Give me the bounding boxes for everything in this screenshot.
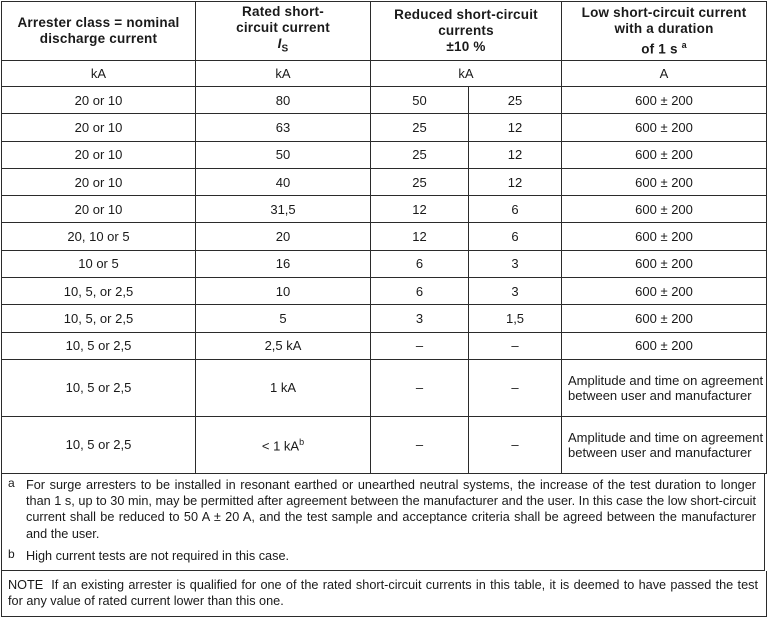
table-row xyxy=(2,168,767,195)
footnotes-section xyxy=(1,474,765,571)
header-row xyxy=(2,2,767,61)
cell-arrester-class: 20 or 10 xyxy=(2,168,196,195)
cell-rated: 20 xyxy=(196,223,371,250)
cell-arrester-class: 20 or 10 xyxy=(2,114,196,141)
cell-reduced-2: 3 xyxy=(469,250,562,277)
cell-low: 600 ± 200 xyxy=(562,87,767,114)
header-low-line3 xyxy=(562,37,766,58)
cell-rated: 1 kA xyxy=(196,359,371,416)
cell-rated: 63 xyxy=(196,114,371,141)
short-circuit-current-table xyxy=(1,1,767,474)
cell-reduced-1: 25 xyxy=(371,141,469,168)
cell-reduced-2: 12 xyxy=(469,114,562,141)
document-table-container xyxy=(1,1,766,617)
cell-low: 600 ± 200 xyxy=(562,141,767,168)
table-row xyxy=(2,416,767,473)
cell-reduced-1: 12 xyxy=(371,196,469,223)
table-row xyxy=(2,196,767,223)
cell-rated: 10 xyxy=(196,278,371,305)
cell-rated: 50 xyxy=(196,141,371,168)
cell-arrester-class: 10 or 5 xyxy=(2,250,196,277)
cell-reduced-1: – xyxy=(371,416,469,473)
cell-reduced-1: 6 xyxy=(371,250,469,277)
cell-reduced-2: 25 xyxy=(469,87,562,114)
cell-arrester-class: 20 or 10 xyxy=(2,141,196,168)
units-row xyxy=(2,61,767,87)
cell-reduced-1: – xyxy=(371,359,469,416)
table-row xyxy=(2,223,767,250)
cell-arrester-class: 20 or 10 xyxy=(2,196,196,223)
cell-rated: 5 xyxy=(196,305,371,332)
table-row xyxy=(2,250,767,277)
cell-low: 600 ± 200 xyxy=(562,196,767,223)
table-row xyxy=(2,359,767,416)
footnote-text: For surge arresters to be installed in resonant earthed or unearthed neutral systems, the increase of the test duration to longer than 1 s, up to 30 min, may be permitted after agreement between the manufacturer and the user. In this case the low short-circuit current shall be reduced to 50 A ± 20 A, and the test sample and acceptance criteria shall be agreed between the manufacturer and the user. xyxy=(26,477,756,541)
header-low-current xyxy=(562,2,767,61)
cell-rated: 16 xyxy=(196,250,371,277)
cell-rated xyxy=(196,416,371,473)
table-row xyxy=(2,87,767,114)
cell-low: 600 ± 200 xyxy=(562,250,767,277)
footnote-mark: b xyxy=(8,546,15,561)
cell-reduced-1: 25 xyxy=(371,168,469,195)
symbol-i: I xyxy=(277,36,282,52)
symbol-sub: S xyxy=(281,43,289,55)
cell-reduced-2: 12 xyxy=(469,168,562,195)
cell-arrester-class: 10, 5 or 2,5 xyxy=(2,332,196,359)
cell-arrester-class: 20, 10 or 5 xyxy=(2,223,196,250)
note-section xyxy=(1,571,767,617)
cell-reduced-1: 50 xyxy=(371,87,469,114)
header-low-line1: Low short-circuit current xyxy=(581,4,747,20)
cell-arrester-class: 20 or 10 xyxy=(2,87,196,114)
footnote-ref-b: b xyxy=(299,436,305,447)
cell-arrester-class: 10, 5, or 2,5 xyxy=(2,305,196,332)
unit-cell: kA xyxy=(196,61,371,87)
header-reduced-line3: ±10 % xyxy=(446,39,486,54)
cell-reduced-2: – xyxy=(469,332,562,359)
cell-arrester-class: 10, 5 or 2,5 xyxy=(2,359,196,416)
cell-reduced-2: – xyxy=(469,416,562,473)
cell-reduced-1: 25 xyxy=(371,114,469,141)
table-row xyxy=(2,305,767,332)
cell-reduced-1: 6 xyxy=(371,278,469,305)
header-rated-symbol xyxy=(196,36,370,58)
table-row xyxy=(2,141,767,168)
header-reduced-current xyxy=(371,2,562,61)
cell-rated: 2,5 kA xyxy=(196,332,371,359)
cell-low: Amplitude and time on agreement between user and manufacturer xyxy=(562,416,767,473)
cell-low: 600 ± 200 xyxy=(562,223,767,250)
table-row xyxy=(2,278,767,305)
cell-arrester-class: 10, 5 or 2,5 xyxy=(2,416,196,473)
header-low-line2: with a duration xyxy=(614,20,714,36)
cell-low: Amplitude and time on agreement between user and manufacturer xyxy=(562,359,767,416)
cell-reduced-2: 6 xyxy=(469,196,562,223)
header-arrester-class xyxy=(2,2,196,61)
cell-reduced-1: 12 xyxy=(371,223,469,250)
cell-reduced-1: 3 xyxy=(371,305,469,332)
header-reduced-line1: Reduced short-circuit xyxy=(394,7,538,22)
header-arrester-class-text: Arrester class = nominal discharge current xyxy=(17,15,180,46)
unit-cell: kA xyxy=(2,61,196,87)
cell-low: 600 ± 200 xyxy=(562,114,767,141)
cell-low: 600 ± 200 xyxy=(562,168,767,195)
table-row xyxy=(2,114,767,141)
footnote-ref-a: a xyxy=(681,39,687,50)
cell-arrester-class: 10, 5, or 2,5 xyxy=(2,278,196,305)
unit-cell: kA xyxy=(371,61,562,87)
footnote-b xyxy=(2,542,764,570)
header-rated-line1: Rated short- xyxy=(242,4,324,20)
footnote-text: High current tests are not required in this case. xyxy=(26,548,290,563)
cell-rated: 31,5 xyxy=(196,196,371,223)
cell-reduced-2: 12 xyxy=(469,141,562,168)
cell-rated: 40 xyxy=(196,168,371,195)
footnote-mark: a xyxy=(8,475,15,490)
header-rated-current xyxy=(196,2,371,61)
cell-reduced-2: 3 xyxy=(469,278,562,305)
cell-rated-text: < 1 kA xyxy=(261,438,300,454)
cell-reduced-2: 1,5 xyxy=(469,305,562,332)
unit-cell: A xyxy=(562,61,767,87)
footnote-a xyxy=(2,474,764,542)
header-reduced-line2: currents xyxy=(438,23,494,38)
cell-reduced-2: – xyxy=(469,359,562,416)
cell-low: 600 ± 200 xyxy=(562,305,767,332)
header-low-line3-text: of 1 s xyxy=(641,41,678,57)
note-label: NOTE xyxy=(8,577,44,592)
table-row xyxy=(2,332,767,359)
cell-low: 600 ± 200 xyxy=(562,332,767,359)
cell-reduced-2: 6 xyxy=(469,223,562,250)
header-rated-line2: circuit current xyxy=(236,20,330,36)
note-text: If an existing arrester is qualified for one of the rated short-circuit currents in this table, it is deemed to have passed the test for any value of rated current lower than this one. xyxy=(8,577,758,609)
cell-reduced-1: – xyxy=(371,332,469,359)
cell-low: 600 ± 200 xyxy=(562,278,767,305)
cell-rated: 80 xyxy=(196,87,371,114)
